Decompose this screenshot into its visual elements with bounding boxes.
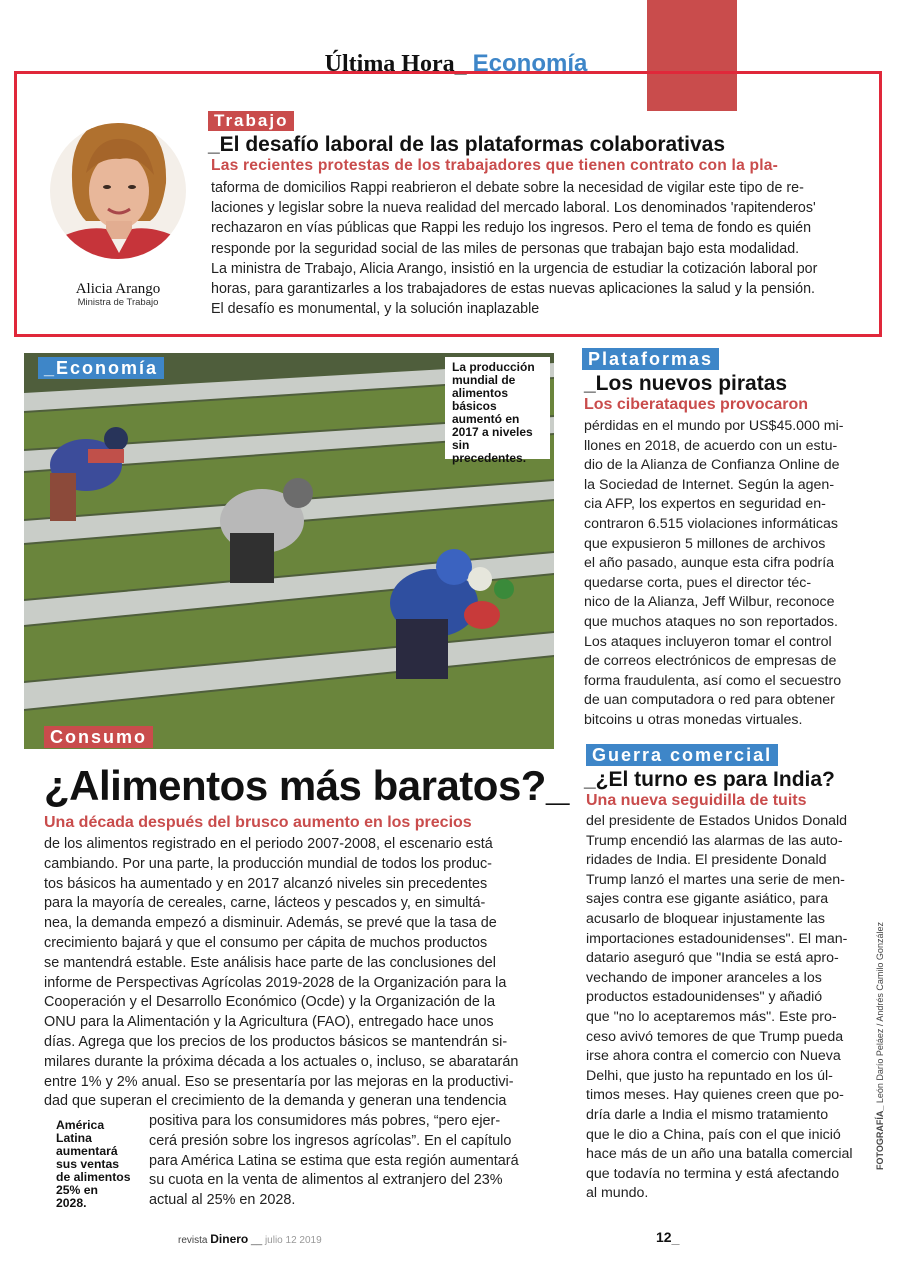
person-role: Ministra de Trabajo bbox=[77, 297, 159, 308]
side-caption-line: aumentará bbox=[56, 1144, 118, 1158]
trabajo-line: taforma de domicilios Rappi reabrieron el debate sobre la necesidad de vigilar este tipo de re- bbox=[211, 180, 804, 196]
consumo-line: nea, la demanda empezó a disminuir. Además, se prevé que la tasa de bbox=[44, 915, 497, 932]
consumo-body bbox=[44, 835, 528, 1112]
side-caption-line: América bbox=[56, 1118, 105, 1132]
plataformas-tag bbox=[582, 348, 719, 370]
consumo-deck: Una década después del brusco aumento en los precios bbox=[44, 814, 472, 831]
trabajo-deck: Las recientes protestas de los trabajadores que tienen contrato con la pla- bbox=[211, 157, 779, 174]
plataformas-line: el año pasado, aunque esta cifra podría bbox=[584, 555, 835, 572]
consumo-line: milares durante la próxima década a los actuales o, incluso, se abaratarán bbox=[44, 1053, 519, 1070]
consumo-line: informe de Perspectivas Agrícolas 2019-2028 de la Organización para la bbox=[44, 974, 507, 991]
consumo-tag-label: Consumo bbox=[44, 726, 153, 748]
consumo-line: para la mayoría de cereales, carne, lácteos y pescados y, en simultá- bbox=[44, 895, 486, 912]
consumo-line: cerá presión sobre los ingresos agrícolas”. En el capítulo bbox=[149, 1132, 512, 1149]
guerra-line: hace más de un año una batalla comercial bbox=[586, 1146, 853, 1163]
guerra-line: Trump encendió las alarmas de las auto- bbox=[586, 832, 843, 849]
photo-caption bbox=[445, 357, 550, 465]
guerra-tag bbox=[586, 744, 778, 766]
page-number-suffix: _ bbox=[671, 1229, 680, 1245]
guerra-headline: _¿El turno es para India? bbox=[584, 768, 835, 791]
plataformas-line: pérdidas en el mundo por US$45.000 mi- bbox=[584, 418, 844, 434]
trabajo-body bbox=[211, 178, 861, 319]
plataformas-line: que muchos ataques no son reportados. bbox=[584, 613, 838, 630]
plataformas-tag-label: Plataformas bbox=[582, 348, 719, 370]
guerra-line: sajes contra ese gigante asiático, para bbox=[586, 891, 829, 908]
caption-line: La producción bbox=[452, 360, 535, 374]
plataformas-line: la Sociedad de Internet. Según la agen- bbox=[584, 476, 835, 493]
guerra-line: dría darle a India el mismo tratamiento bbox=[586, 1106, 829, 1123]
side-caption-line: 2028. bbox=[56, 1196, 87, 1210]
guerra-line: que todavía no termina y está afectando bbox=[586, 1165, 840, 1182]
caption-line: básicos bbox=[452, 399, 497, 413]
consumo-line: ONU para la Alimentación y la Agricultura (FAO), entregado hace unos bbox=[44, 1014, 494, 1031]
consumo-line: positiva para los consumidores más pobres, “pero ejer- bbox=[149, 1113, 501, 1129]
guerra-body bbox=[586, 812, 868, 1204]
photo-tag-economia bbox=[38, 357, 164, 379]
trabajo-tag bbox=[208, 111, 294, 131]
footer-magazine-name: Dinero bbox=[210, 1232, 249, 1246]
caption-line: mundial de bbox=[452, 373, 516, 387]
plataformas-headline: _Los nuevos piratas bbox=[584, 372, 788, 395]
plataformas-body bbox=[584, 417, 864, 731]
footer-date: julio 12 2019 bbox=[264, 1235, 322, 1246]
plataformas-line: forma fraudulenta, así como el secuestro bbox=[584, 672, 842, 689]
guerra-line: Trump lanzó el martes una serie de men- bbox=[586, 871, 845, 888]
caption-line: 2017 a niveles bbox=[452, 425, 533, 439]
trabajo-line: rechazaron en vías públicas que Rappi les redujo los ingresos. Pero el tema de fondo es quién bbox=[211, 220, 812, 237]
consumo-line: de los alimentos registrado en el periodo 2007-2008, el escenario está bbox=[44, 836, 493, 852]
footer-separator: __ bbox=[251, 1235, 263, 1246]
consumo-line: crecimiento bajará y que el consumo per cápita de muchos productos bbox=[44, 934, 488, 951]
plataformas-line: de correos electrónicos de empresas de bbox=[584, 653, 837, 670]
consumo-line: actual al 25% en 2028. bbox=[149, 1192, 296, 1209]
plataformas-line: cia AFP, los expertos en seguridad en- bbox=[584, 496, 826, 513]
side-caption-line: de alimentos bbox=[56, 1170, 131, 1184]
trabajo-line: La ministra de Trabajo, Alicia Arango, insistió en la urgencia de estudiar la cotización laboral por bbox=[211, 260, 818, 277]
guerra-deck: Una nueva seguidilla de tuits bbox=[586, 792, 807, 809]
side-caption-line: 25% en bbox=[56, 1183, 99, 1197]
guerra-line: acusarlo de bloquear injustamente las bbox=[586, 910, 825, 927]
header-title: Última Hora bbox=[324, 51, 455, 77]
photo-tag-economia-label: _Economía bbox=[38, 357, 164, 379]
page-number bbox=[656, 1229, 679, 1245]
consumo-side-caption bbox=[56, 1119, 140, 1210]
guerra-line: Delhi, que justo ha repuntado en los úl- bbox=[586, 1067, 833, 1084]
guerra-line: que "no lo aceptaremos más". Este pro- bbox=[586, 1008, 837, 1025]
consumo-title: ¿Alimentos más baratos?_ bbox=[44, 762, 569, 809]
consumo-line: su cuota en la venta de alimentos al extranjero del 23% bbox=[149, 1172, 503, 1189]
plataformas-line: contraron 6.515 violaciones informáticas bbox=[584, 515, 838, 532]
consumo-tag bbox=[44, 726, 153, 748]
trabajo-tag-label: Trabajo bbox=[208, 111, 294, 131]
guerra-line: del presidente de Estados Unidos Donald bbox=[586, 813, 848, 829]
portrait-image bbox=[50, 103, 187, 263]
caption-line: sin precedentes. bbox=[452, 438, 527, 465]
consumo-line: Cooperación y el Desarrollo Económico (Ocde) y la Organización de la bbox=[44, 994, 496, 1011]
trabajo-headline: _El desafío laboral de las plataformas colaborativas bbox=[208, 133, 726, 156]
side-caption-line: Latina bbox=[56, 1131, 92, 1145]
consumo-line: se mantendrá estable. Este análisis hace parte de las conclusiones del bbox=[44, 954, 496, 971]
plataformas-deck: Los ciberataques provocaron bbox=[584, 396, 809, 413]
consumo-line: entre 1% y 2% anual. Eso se presentaría por las mejoras en la productivi- bbox=[44, 1073, 514, 1090]
guerra-line: datario aseguró que "India se está apro- bbox=[586, 950, 839, 967]
consumo-line: dad que superan el crecimiento de la demanda y generan una tendencia bbox=[44, 1093, 507, 1110]
guerra-line: vechando de imponer aranceles a los bbox=[586, 969, 822, 986]
guerra-line: que le dio a China, país con el que inició bbox=[586, 1126, 841, 1143]
photo-credit bbox=[875, 922, 899, 1170]
consumo-line: días. Agrega que los precios de los productos básicos se mantendrán si- bbox=[44, 1033, 508, 1050]
guerra-line: al mundo. bbox=[586, 1185, 649, 1202]
caption-line: alimentos bbox=[452, 386, 509, 400]
plataformas-line: que expusieron 5 millones de archivos bbox=[584, 535, 826, 552]
footer-magazine bbox=[178, 1232, 322, 1246]
plataformas-line: dio de la Alianza de Confianza Online de bbox=[584, 457, 840, 474]
header-section: Economía bbox=[472, 50, 588, 77]
consumo-line: tos básicos ha aumentado y en 2017 alcanzó niveles sin precedentes bbox=[44, 875, 488, 892]
plataformas-line: Los ataques incluyeron tomar el control bbox=[584, 633, 832, 650]
plataformas-line: bitcoins u otras monedas virtuales. bbox=[584, 711, 803, 728]
footer-prefix: revista bbox=[178, 1235, 208, 1246]
trabajo-line: horas, para garantizarles a los trabajadores de estas nuevas aplicaciones la salud y la pensión. bbox=[211, 281, 816, 298]
guerra-line: timos meses. Hay quienes creen que po- bbox=[586, 1087, 844, 1104]
photo-credit-label: FOTOGRAFÍA_ bbox=[875, 1105, 885, 1170]
caption-line: aumentó en bbox=[452, 412, 520, 426]
consumo-line: cambiando. Por una parte, la producción mundial de todos los produc- bbox=[44, 855, 492, 872]
guerra-line: productos estadounidenses" y añadió bbox=[586, 989, 823, 1006]
plataformas-line: nico de la Alianza, Jeff Wilbur, reconoce bbox=[584, 594, 835, 611]
person-name: Alicia Arango bbox=[75, 281, 161, 297]
page-number-value: 12 bbox=[656, 1229, 672, 1245]
plataformas-line: llones en 2018, de acuerdo con un estu- bbox=[584, 437, 838, 454]
consumo-line: para América Latina se estima que esta región aumentará bbox=[149, 1152, 519, 1169]
guerra-tag-label: Guerra comercial bbox=[586, 744, 778, 766]
photo-credit-names: León Darío Peláez / Andrés Camilo González bbox=[875, 922, 885, 1104]
side-caption-line: sus ventas bbox=[56, 1157, 120, 1171]
header-separator: _ bbox=[454, 51, 467, 77]
trabajo-line: El desafío es monumental, y la solución inaplazable bbox=[211, 301, 540, 318]
guerra-line: importaciones estadounidenses". El man- bbox=[586, 930, 848, 947]
trabajo-line: responde por la seguridad social de las miles de personas que trabajan bajo esta modalidad. bbox=[211, 240, 800, 257]
trabajo-line: laciones y legislar sobre la nueva realidad del mercado laboral. Los denominados 'rapitenderos' bbox=[211, 200, 816, 217]
guerra-line: irse ahora contra el comercio con Nueva bbox=[586, 1048, 841, 1065]
guerra-line: ceso avivó temores de que Trump pueda bbox=[586, 1028, 844, 1045]
consumo-body-narrow bbox=[149, 1112, 529, 1211]
plataformas-line: quedarse corta, pues el director téc- bbox=[584, 574, 812, 591]
plataformas-line: de uan computadora o red para obtener bbox=[584, 692, 835, 709]
guerra-line: ridades de India. El presidente Donald bbox=[586, 852, 827, 869]
